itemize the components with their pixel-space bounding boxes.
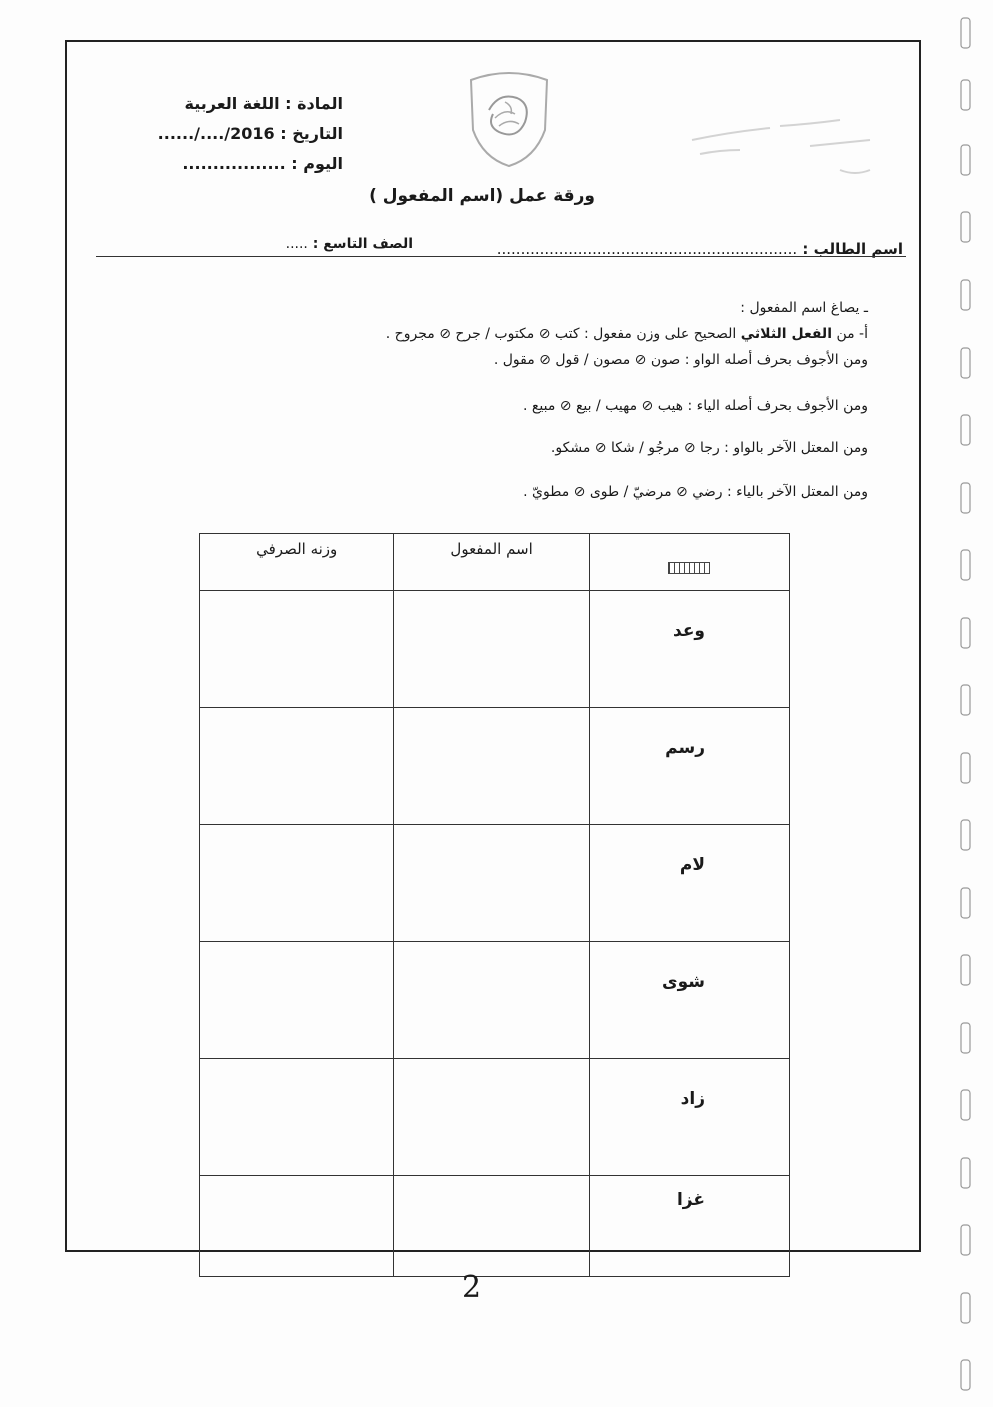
verb-cell: وعد	[589, 591, 789, 708]
binding-holes	[955, 0, 979, 1403]
verb-cell: رسم	[589, 708, 789, 825]
page-number: 2	[462, 1270, 482, 1305]
rule-line-1	[386, 326, 868, 342]
rule-line-2: ومن الأجوف بحرف أصله الواو : صون ⊘ مصون / قول ⊘ مقول .	[493, 352, 868, 368]
date-line	[158, 124, 343, 143]
col-pattern-header: وزنه الصرفي	[200, 534, 394, 591]
object-answer-cell[interactable]	[394, 708, 589, 825]
day-value: .................	[182, 154, 286, 173]
student-name-field[interactable]: ...............................................................	[496, 240, 798, 258]
table-row	[200, 825, 790, 942]
col-verb-header	[589, 534, 789, 591]
class-line	[286, 236, 413, 252]
object-answer-cell[interactable]	[394, 825, 589, 942]
pattern-answer-cell[interactable]	[200, 1059, 394, 1176]
rule-1-bold: الفعل الثلاثي	[740, 326, 832, 342]
object-answer-cell[interactable]	[394, 1176, 589, 1277]
intro-line	[740, 300, 868, 316]
rule-line-3: ومن الأجوف بحرف أصله الياء : هيب ⊘ مهيب / بيع ⊘ مبيع .	[523, 398, 868, 414]
pattern-answer-cell[interactable]	[200, 591, 394, 708]
worksheet-title: ورقة عمل (اسم المفعول )	[369, 186, 595, 206]
garbled-glyph-box	[668, 562, 710, 574]
pattern-answer-cell[interactable]	[200, 708, 394, 825]
object-answer-cell[interactable]	[394, 942, 589, 1059]
rule-line-5: ومن المعتل الآخر بالياء : رضي ⊘ مرضيّ / طوى ⊘ مطويّ .	[523, 484, 868, 500]
verb-cell: لام	[589, 825, 789, 942]
object-answer-cell[interactable]	[394, 591, 589, 708]
table-row	[200, 1059, 790, 1176]
class-label: الصف التاسع :	[312, 236, 413, 252]
rule-1-rest: الصحيح على وزن مفعول : كتب ⊘ مكتوب / جرح ⊘ مجروح .	[385, 326, 741, 342]
day-line	[182, 154, 343, 173]
school-crest-logo	[465, 70, 553, 170]
header-divider	[96, 256, 906, 257]
pattern-answer-cell[interactable]	[200, 1176, 394, 1277]
student-label: اسم الطالب :	[802, 240, 903, 258]
col-object-header: اسم المفعول	[394, 534, 589, 591]
table-header-row	[200, 534, 790, 591]
rule-1-prefix: أ‌- من	[832, 326, 868, 342]
table-row	[200, 1176, 790, 1277]
bullet-dash: ـ	[859, 300, 868, 316]
table-row	[200, 942, 790, 1059]
faded-header-marks	[690, 110, 880, 190]
verb-cell: غزا	[589, 1176, 789, 1277]
subject-label: المادة :	[285, 94, 343, 113]
subject-line	[185, 94, 343, 113]
date-label: التاريخ :	[280, 124, 343, 143]
table-row	[200, 591, 790, 708]
exercise-table	[199, 533, 790, 1277]
class-field[interactable]: .....	[285, 236, 308, 252]
intro-text: يصاغ اسم المفعول :	[740, 300, 860, 316]
pattern-answer-cell[interactable]	[200, 942, 394, 1059]
pattern-answer-cell[interactable]	[200, 825, 394, 942]
object-answer-cell[interactable]	[394, 1059, 589, 1176]
verb-cell: شوى	[589, 942, 789, 1059]
table-row	[200, 708, 790, 825]
subject-value: اللغة العربية	[184, 94, 280, 113]
date-value: ....../..../2016	[157, 124, 275, 143]
rule-line-4: ومن المعتل الآخر بالواو : رجا ⊘ مرجُو / شكا ⊘ مشكو.	[550, 440, 868, 456]
day-label: اليوم :	[291, 154, 343, 173]
verb-cell: زاد	[589, 1059, 789, 1176]
